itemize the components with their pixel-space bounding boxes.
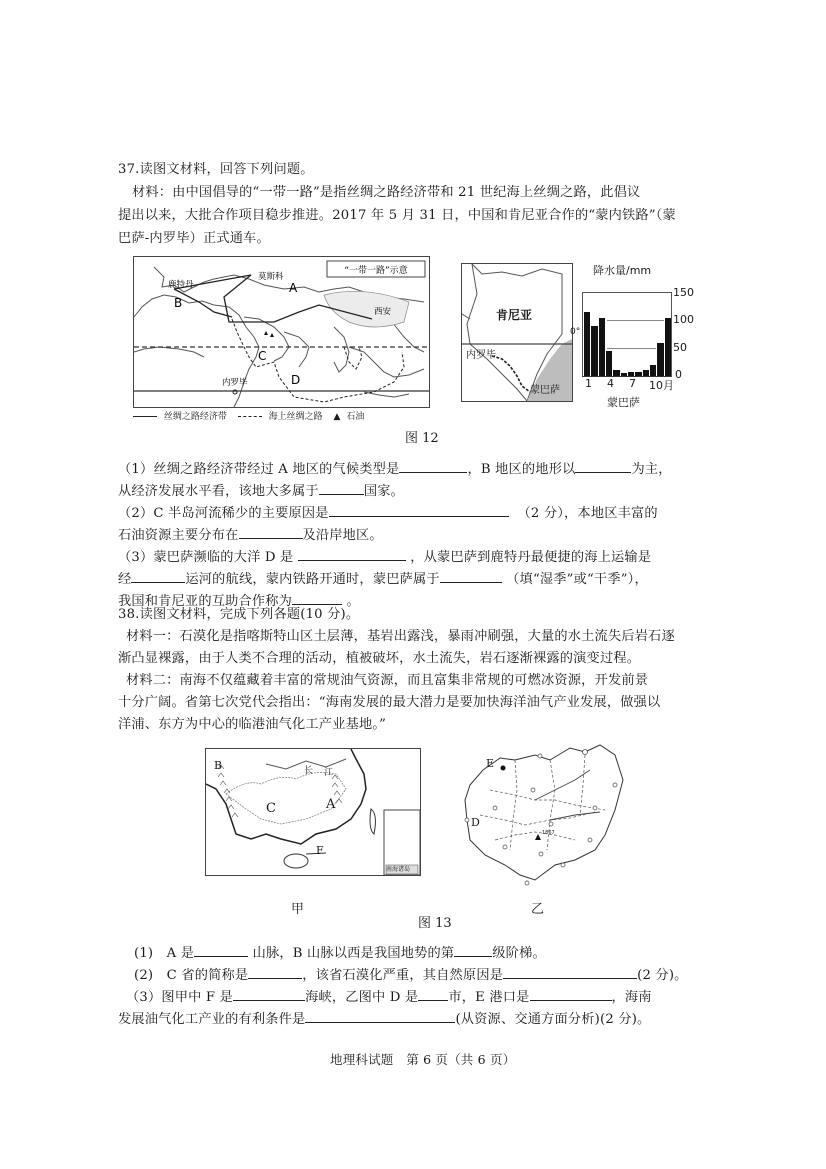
svg-text:内罗毕: 内罗毕	[222, 378, 248, 388]
q38-2: (2) C 省的简称是 ，该省石漠化严重，其自然原因是 (2 分)。	[134, 964, 688, 986]
fig13-caption: 图 13	[418, 916, 452, 931]
q38-material2-line2: 十分广阔。省第七次党代会指出：“海南发展的最大潜力是要加快海洋油气产业发展，做强以	[118, 695, 661, 710]
svg-text:鹿特丹: 鹿特丹	[168, 280, 194, 290]
chart-bar	[620, 373, 627, 376]
q37-title: 37.读图文材料，回答下列问题。	[118, 162, 314, 177]
chart-bar	[605, 351, 612, 376]
q37-3-line1: （3）蒙巴萨濒临的大洋 D 是 ，从蒙巴萨到鹿特丹最便捷的海上运输是	[118, 546, 651, 568]
chart-bar	[642, 370, 649, 376]
answer-blank-port[interactable]	[530, 986, 612, 1001]
chart-plot	[582, 292, 672, 377]
q37-1-line1: （1）丝绸之路经济带经过 A 地区的气候类型是 ，B 地区的地形以 为主，	[118, 458, 672, 480]
answer-blank-oil-location[interactable]	[239, 524, 303, 539]
answer-blank-season[interactable]	[440, 568, 502, 583]
q38-3-line2: 发展油气化工产业的有利条件是 (从资源、交通方面分析)(2 分)。	[118, 1008, 650, 1030]
chart-bar	[590, 326, 597, 376]
q37-1-line2: 从经济发展水平看，该地大多属于 国家。	[118, 480, 404, 502]
svg-text:“一带一路”示意: “一带一路”示意	[344, 266, 408, 276]
label-chang: 长	[304, 766, 314, 776]
chart-ylabel: 降水量/mm	[593, 264, 652, 277]
oil-icon: ▲	[333, 412, 341, 422]
chart-bar	[634, 372, 641, 376]
answer-blank-ocean[interactable]	[298, 546, 406, 561]
label-D: D	[471, 816, 480, 829]
answer-blank-city[interactable]	[418, 986, 448, 1001]
xtick-10: 10月	[649, 379, 674, 392]
chart-bar	[664, 318, 671, 376]
q37-material-line2: 提出以来，大批合作项目稳步推进。2017 年 5 月 31 日，中国和肯尼亚合作的“蒙内铁路”（蒙	[118, 208, 676, 223]
chart-bar	[583, 312, 590, 376]
kenya-map	[461, 263, 573, 402]
legend-sea-label: 海上丝绸之路	[268, 412, 323, 422]
belt-road-map-drawing	[134, 257, 429, 407]
xtick-1: 1	[585, 377, 592, 390]
q37-2-line1: （2）C 半岛河流稀少的主要原因是 （2 分），本地区丰富的	[118, 502, 658, 524]
belt-road-legend	[133, 409, 433, 421]
answer-blank-terrain[interactable]	[575, 458, 631, 473]
equator-label: 0°	[570, 327, 581, 337]
label-F: F	[316, 844, 324, 857]
mombasa-label: 蒙巴萨	[530, 385, 560, 396]
legend-line-solid	[133, 416, 157, 417]
chart-bar	[649, 365, 656, 376]
label-peak: 1867	[542, 830, 555, 836]
belt-road-map	[133, 256, 430, 408]
q37-3-line2: 经 运河的航线，蒙内铁路开通时，蒙巴萨属于 （填“湿季”或“干季”），	[118, 568, 648, 590]
label-jiang: 江	[324, 768, 334, 778]
svg-text:莫斯科: 莫斯科	[258, 272, 284, 282]
kenya-country-label: 肯尼亚	[496, 308, 533, 322]
chart-title: 蒙巴萨	[607, 396, 640, 409]
nairobi-label: 内罗毕	[466, 350, 496, 361]
svg-text:D: D	[291, 373, 301, 387]
fig13-jia-label: 甲	[291, 902, 305, 917]
chart-bar	[598, 318, 605, 376]
south-china-map	[205, 748, 421, 876]
answer-blank-mountain[interactable]	[194, 942, 248, 957]
q38-material2-line1: 材料二：南海不仅蕴藏着丰富的常规油气资源，而且富集非常规的可燃冰资源，开发前景	[126, 673, 649, 688]
chart-bar	[656, 343, 663, 376]
ytick-0: 0	[675, 368, 682, 381]
answer-blank-river-reason[interactable]	[329, 502, 509, 517]
q38-material1-line2: 渐凸显裸露，由于人类不合理的活动，植被破坏，水土流失，岩石逐渐裸露的演变过程。	[118, 651, 641, 666]
q38-1: (1) A 是 山脉，B 山脉以西是我国地势的第 级阶梯。	[134, 942, 546, 964]
label-B: B	[214, 759, 223, 772]
ytick-150: 150	[673, 286, 694, 299]
fig12-caption: 图 12	[405, 431, 439, 446]
answer-blank-province-abbr[interactable]	[248, 964, 302, 979]
q38-title: 38.读图文材料，完成下列各题(10 分)。	[118, 607, 360, 622]
answer-blank-advantages[interactable]	[305, 1008, 455, 1023]
legend-line-dashed	[238, 416, 262, 417]
label-A: A	[326, 797, 336, 812]
q38-material2-line3: 洋浦、东方为中心的临港油气化工产业基地。”	[118, 717, 387, 732]
answer-blank-cooperation[interactable]	[292, 590, 342, 605]
label-inset: 南海诸岛	[386, 866, 411, 873]
hainan-map-drawing	[455, 740, 625, 890]
chart-bar	[627, 372, 634, 376]
answer-blank-country-type[interactable]	[319, 480, 364, 495]
ytick-50: 50	[673, 341, 687, 354]
legend-land-label: 丝绸之路经济带	[163, 412, 227, 422]
legend-oil-label: 石油	[346, 412, 365, 422]
page-footer: 地理科试题 第 6 页（共 6 页）	[330, 1052, 516, 1067]
xtick-4: 4	[607, 377, 614, 390]
svg-text:B: B	[174, 296, 183, 310]
precip-chart	[575, 262, 705, 412]
svg-text:C: C	[258, 349, 267, 363]
chart-bar	[612, 370, 619, 376]
answer-blank-step[interactable]	[454, 942, 492, 957]
q37-2-line2: 石油资源主要分布在 及沿岸地区。	[118, 524, 383, 546]
hainan-map	[455, 740, 625, 890]
answer-blank-natural-reason[interactable]	[503, 964, 637, 979]
q38-3-line1: （3）图甲中 F 是 海峡，乙图中 D 是 市，E 港口是 ，海南	[126, 986, 652, 1008]
answer-blank-climate[interactable]	[399, 458, 467, 473]
answer-blank-canal[interactable]	[131, 568, 185, 583]
q37-3-line3: 我国和肯尼亚的互助合作称为 。	[118, 590, 360, 612]
label-E: E	[486, 757, 495, 770]
fig13-yi-label: 乙	[531, 902, 545, 917]
q37-material-line1: 材料：由中国倡导的“一带一路”是指丝绸之路经济带和 21 世纪海上丝绸之路，此倡议	[132, 185, 641, 200]
svg-text:A: A	[289, 281, 298, 295]
q37-material-line3: 巴萨-内罗毕）正式通车。	[118, 231, 270, 246]
answer-blank-strait[interactable]	[233, 986, 305, 1001]
svg-text:西安: 西安	[374, 307, 392, 317]
chart-bars	[583, 293, 671, 376]
label-C: C	[266, 801, 276, 816]
q38-material1-line1: 材料一：石漠化是指喀斯特山区土层薄，基岩出露浅，暴雨冲刷强，大量的水土流失后岩石逐	[126, 629, 675, 644]
ytick-100: 100	[673, 313, 694, 326]
xtick-7: 7	[629, 377, 636, 390]
